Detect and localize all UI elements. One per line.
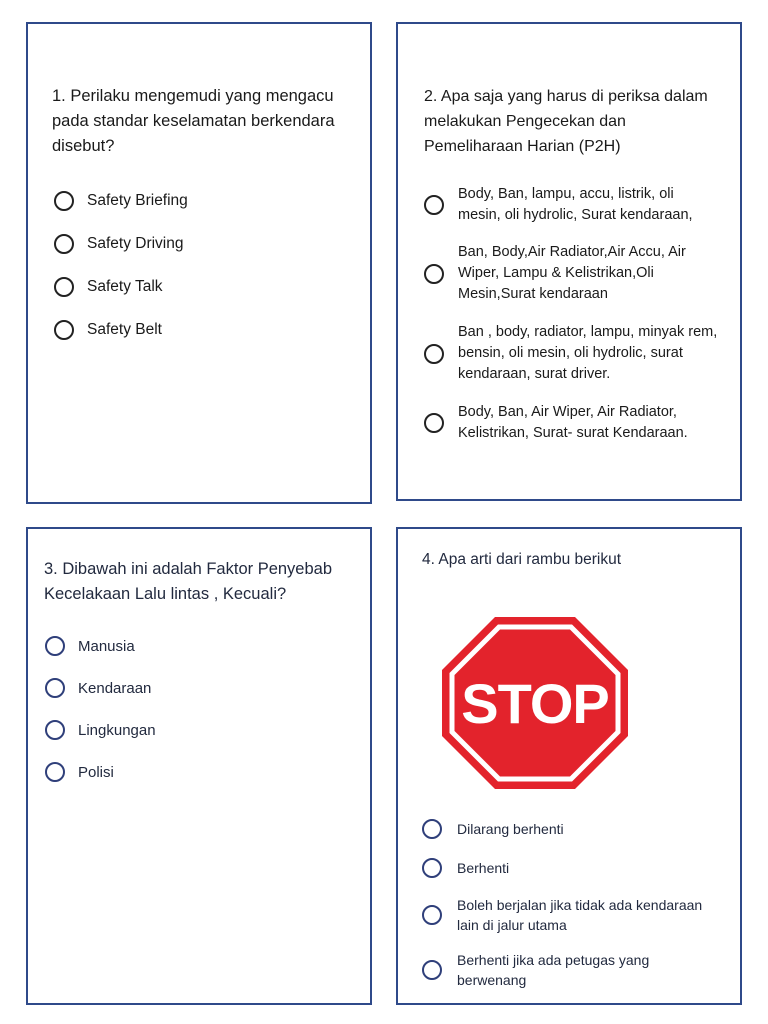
q3-option-4[interactable]: Polisi xyxy=(45,762,114,782)
radio-button[interactable] xyxy=(45,678,65,698)
q2-option-3[interactable]: Ban , body, radiator, lampu, minyak rem, bensin, oli mesin, oli hydrolic, surat kendaraan, surat driver. xyxy=(424,322,717,385)
question-3-text: 3. Dibawah ini adalah Faktor Penyebab Kecelakaan Lalu lintas , Kecuali? xyxy=(44,560,333,603)
q3-option-3[interactable]: Lingkungan xyxy=(45,720,156,740)
radio-button[interactable] xyxy=(54,191,74,211)
question-card-2 xyxy=(396,22,742,501)
stop-sign-text: STOP xyxy=(461,672,609,735)
q1-option-3[interactable]: Safety Talk xyxy=(54,277,163,297)
radio-button[interactable] xyxy=(422,905,442,925)
question-1-text: 1. Perilaku mengemudi yang mengacu pada standar keselamatan berkendara disebut? xyxy=(52,87,335,155)
q3-option-1[interactable]: Manusia xyxy=(45,636,135,656)
question-4-text: 4. Apa arti dari rambu berikut xyxy=(422,551,622,568)
q2-option-4[interactable]: Body, Ban, Air Wiper, Air Radiator, Kelistrikan, Surat- surat Kendaraan. xyxy=(424,402,688,444)
q2-option-1[interactable]: Body, Ban, lampu, accu, listrik, oli mesin, oli hydrolic, Surat kendaraan, xyxy=(424,184,693,226)
q1-option-2[interactable]: Safety Driving xyxy=(54,234,183,254)
radio-button[interactable] xyxy=(422,819,442,839)
q4-option-2[interactable]: Berhenti xyxy=(422,858,509,878)
radio-button[interactable] xyxy=(45,762,65,782)
radio-button[interactable] xyxy=(424,344,444,364)
q3-option-2[interactable]: Kendaraan xyxy=(45,678,151,698)
radio-button[interactable] xyxy=(424,264,444,284)
radio-button[interactable] xyxy=(422,960,442,980)
q4-option-4[interactable]: Berhenti jika ada petugas yang berwenang xyxy=(422,950,649,990)
q1-option-4[interactable]: Safety Belt xyxy=(54,320,162,340)
question-card-1 xyxy=(26,22,372,504)
question-card-4 xyxy=(396,527,742,1005)
q4-option-3[interactable]: Boleh berjalan jika tidak ada kendaraan lain di jalur utama xyxy=(422,895,702,935)
radio-button[interactable] xyxy=(45,636,65,656)
radio-button[interactable] xyxy=(424,413,444,433)
q1-option-1[interactable]: Safety Briefing xyxy=(54,191,188,211)
radio-button[interactable] xyxy=(54,277,74,297)
radio-button[interactable] xyxy=(54,320,74,340)
radio-button[interactable] xyxy=(54,234,74,254)
question-card-3 xyxy=(26,527,372,1005)
question-2-text: 2. Apa saja yang harus di periksa dalam melakukan Pengecekan dan Pemeliharaan Harian (P2H) xyxy=(424,88,708,155)
radio-button[interactable] xyxy=(422,858,442,878)
q4-option-1[interactable]: Dilarang berhenti xyxy=(422,819,564,839)
q2-option-2[interactable]: Ban, Body,Air Radiator,Air Accu, Air Wiper, Lampu & Kelistrikan,Oli Mesin,Surat kendaraan xyxy=(424,242,686,305)
radio-button[interactable] xyxy=(424,195,444,215)
stop-sign-icon xyxy=(440,615,630,791)
radio-button[interactable] xyxy=(45,720,65,740)
